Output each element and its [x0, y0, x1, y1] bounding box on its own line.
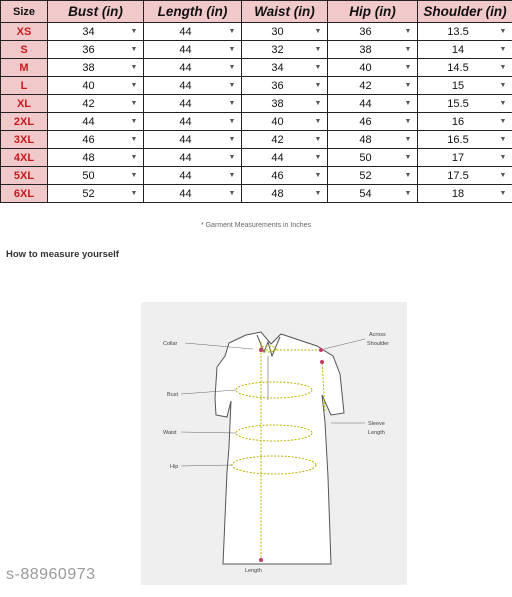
measurement-cell[interactable]	[328, 41, 418, 59]
table-body	[1, 23, 512, 203]
measurement-cell[interactable]	[328, 77, 418, 95]
dropdown-arrow-icon[interactable]: ▼	[314, 82, 322, 89]
measurement-cell[interactable]	[48, 77, 144, 95]
measurement-cell[interactable]	[144, 185, 242, 203]
dropdown-arrow-icon[interactable]: ▼	[228, 46, 236, 53]
dropdown-arrow-icon[interactable]: ▼	[404, 46, 412, 53]
measurement-cell[interactable]	[242, 185, 328, 203]
measurement-cell[interactable]	[418, 185, 512, 203]
label-collar: Collar	[163, 341, 178, 347]
measurement-value: 13.5	[447, 25, 469, 38]
dropdown-arrow-icon[interactable]: ▼	[499, 100, 507, 107]
measurement-value: 40	[271, 115, 284, 128]
measurement-cell[interactable]	[242, 113, 328, 131]
table-row	[1, 167, 512, 185]
dropdown-arrow-icon[interactable]: ▼	[314, 190, 322, 197]
dropdown-arrow-icon[interactable]: ▼	[228, 136, 236, 143]
measurement-value: 44	[82, 115, 95, 128]
measurement-cell[interactable]	[328, 23, 418, 41]
size-label: 5XL	[1, 167, 48, 185]
dropdown-arrow-icon[interactable]: ▼	[130, 46, 138, 53]
table-row	[1, 131, 512, 149]
measurement-value: 52	[82, 187, 95, 200]
measurement-cell[interactable]	[328, 95, 418, 113]
label-waist: Waist	[163, 430, 177, 436]
measurement-value: 38	[359, 43, 372, 56]
measurement-value: 50	[359, 151, 372, 164]
measurement-value: 42	[82, 97, 95, 110]
measurement-value: 14	[451, 43, 465, 56]
dropdown-arrow-icon[interactable]: ▼	[228, 190, 236, 197]
measurement-cell[interactable]	[144, 113, 242, 131]
measurement-value: 42	[359, 79, 372, 92]
dropdown-arrow-icon[interactable]: ▼	[404, 64, 412, 71]
measurement-value: 17.5	[447, 169, 469, 182]
dropdown-arrow-icon[interactable]: ▼	[314, 118, 322, 125]
dropdown-arrow-icon[interactable]: ▼	[228, 154, 236, 161]
measurement-value: 40	[359, 61, 372, 74]
label-bust: Bust	[167, 392, 179, 398]
size-label: 4XL	[1, 149, 48, 167]
dress-outline	[215, 332, 344, 564]
dropdown-arrow-icon[interactable]: ▼	[130, 82, 138, 89]
measurement-value: 48	[359, 133, 372, 146]
column-header: Shoulder (in)	[418, 1, 512, 23]
measurement-value: 46	[82, 133, 95, 146]
dropdown-arrow-icon[interactable]: ▼	[314, 46, 322, 53]
footnote: * Garment Measurements in Inches	[200, 222, 312, 229]
dropdown-arrow-icon[interactable]: ▼	[404, 118, 412, 125]
dropdown-arrow-icon[interactable]: ▼	[499, 136, 507, 143]
measurement-value: 32	[271, 43, 284, 56]
column-header: Waist (in)	[242, 1, 328, 23]
measurement-value: 15.5	[447, 97, 469, 110]
measurement-value: 36	[271, 79, 284, 92]
dropdown-arrow-icon[interactable]: ▼	[228, 172, 236, 179]
dropdown-arrow-icon[interactable]: ▼	[499, 82, 507, 89]
measurement-cell[interactable]	[242, 95, 328, 113]
measurement-value: 18	[451, 187, 465, 200]
measurement-value: 36	[359, 25, 372, 38]
label-across: Across	[369, 332, 386, 338]
measurement-cell[interactable]	[48, 131, 144, 149]
dropdown-arrow-icon[interactable]: ▼	[130, 172, 138, 179]
measurement-cell[interactable]	[418, 149, 512, 167]
measurement-cell[interactable]	[242, 23, 328, 41]
dropdown-arrow-icon[interactable]: ▼	[228, 100, 236, 107]
size-label: L	[1, 77, 48, 95]
measurement-value: 44	[179, 97, 192, 110]
measurement-value: 44	[179, 187, 192, 200]
dropdown-arrow-icon[interactable]: ▼	[404, 172, 412, 179]
column-header: Length (in)	[144, 1, 242, 23]
measurement-cell[interactable]	[418, 59, 512, 77]
dropdown-arrow-icon[interactable]: ▼	[314, 64, 322, 71]
measurement-cell[interactable]	[328, 113, 418, 131]
measurement-cell[interactable]	[48, 149, 144, 167]
dropdown-arrow-icon[interactable]: ▼	[130, 154, 138, 161]
column-header-size: Size	[1, 1, 48, 23]
label-shoulder: Shoulder	[367, 341, 390, 347]
measurement-cell[interactable]	[328, 149, 418, 167]
column-header: Hip (in)	[328, 1, 418, 23]
label-hip: Hip	[170, 464, 179, 470]
measurement-cell[interactable]	[144, 95, 242, 113]
measurement-value: 30	[271, 25, 284, 38]
table-row	[1, 77, 512, 95]
measurement-cell[interactable]	[242, 77, 328, 95]
dropdown-arrow-icon[interactable]: ▼	[228, 118, 236, 125]
measurement-value: 42	[271, 133, 284, 146]
label-length: Length	[245, 568, 262, 574]
dropdown-arrow-icon[interactable]: ▼	[404, 100, 412, 107]
dropdown-arrow-icon[interactable]: ▼	[228, 28, 236, 35]
measurement-value: 40	[82, 79, 95, 92]
dropdown-arrow-icon[interactable]: ▼	[314, 136, 322, 143]
dropdown-arrow-icon[interactable]: ▼	[499, 190, 507, 197]
measurement-value: 44	[359, 97, 372, 110]
measurement-cell[interactable]	[242, 41, 328, 59]
size-label: 3XL	[1, 131, 48, 149]
measurement-value: 44	[179, 115, 192, 128]
table-row	[1, 95, 512, 113]
measurement-value: 48	[271, 187, 284, 200]
measurement-diagram	[141, 302, 407, 585]
measurement-value: 34	[271, 61, 284, 74]
measurement-value: 44	[179, 61, 192, 74]
measurement-value: 46	[271, 169, 284, 182]
dropdown-arrow-icon[interactable]: ▼	[404, 136, 412, 143]
measurement-cell[interactable]	[144, 77, 242, 95]
table-row	[1, 41, 512, 59]
dropdown-arrow-icon[interactable]: ▼	[314, 154, 322, 161]
size-label: 2XL	[1, 113, 48, 131]
measurement-value: 44	[179, 151, 192, 164]
measurement-cell[interactable]	[242, 167, 328, 185]
measurement-value: 34	[82, 25, 95, 38]
measurement-cell[interactable]	[48, 41, 144, 59]
measurement-value: 46	[359, 115, 372, 128]
dropdown-arrow-icon[interactable]: ▼	[314, 28, 322, 35]
table-row	[1, 185, 512, 203]
measurement-cell[interactable]	[418, 131, 512, 149]
dropdown-arrow-icon[interactable]: ▼	[499, 118, 507, 125]
measurement-value: 15	[451, 79, 465, 92]
measurement-value: 16	[451, 115, 465, 128]
dropdown-arrow-icon[interactable]: ▼	[499, 154, 507, 161]
measurement-cell[interactable]	[418, 113, 512, 131]
size-label: S	[1, 41, 48, 59]
table-row	[1, 59, 512, 77]
measurement-value: 14.5	[447, 61, 469, 74]
measurement-cell[interactable]	[144, 131, 242, 149]
measurement-value: 38	[271, 97, 284, 110]
how-to-measure-title: How to measure yourself	[6, 249, 119, 260]
measurement-value: 54	[359, 187, 372, 200]
size-chart-table	[0, 0, 512, 203]
measurement-value: 44	[179, 25, 192, 38]
dropdown-arrow-icon[interactable]: ▼	[130, 136, 138, 143]
measurement-value: 17	[451, 151, 465, 164]
measurement-cell[interactable]	[418, 95, 512, 113]
measurement-cell[interactable]	[48, 59, 144, 77]
measurement-cell[interactable]	[144, 167, 242, 185]
measurement-cell[interactable]	[418, 23, 512, 41]
measurement-cell[interactable]	[418, 167, 512, 185]
measurement-value: 52	[359, 169, 372, 182]
table-row	[1, 149, 512, 167]
measurement-value: 44	[179, 169, 192, 182]
measurement-value: 36	[82, 43, 95, 56]
measurement-cell[interactable]	[144, 149, 242, 167]
dropdown-arrow-icon[interactable]: ▼	[314, 172, 322, 179]
dropdown-arrow-icon[interactable]: ▼	[404, 28, 412, 35]
size-label: XL	[1, 95, 48, 113]
measurement-cell[interactable]	[48, 113, 144, 131]
measurement-cell[interactable]	[328, 131, 418, 149]
dropdown-arrow-icon[interactable]: ▼	[130, 64, 138, 71]
measurement-cell[interactable]	[242, 149, 328, 167]
dropdown-arrow-icon[interactable]: ▼	[130, 100, 138, 107]
dropdown-arrow-icon[interactable]: ▼	[314, 100, 322, 107]
watermark: s-88960973	[6, 566, 96, 583]
measurement-cell[interactable]	[48, 23, 144, 41]
measurement-value: 44	[179, 43, 192, 56]
label-sleeve: Sleeve	[368, 421, 385, 427]
measurement-value: 50	[82, 169, 95, 182]
measurement-cell[interactable]	[418, 41, 512, 59]
column-header: Bust (in)	[48, 1, 144, 23]
measurement-value: 44	[271, 151, 284, 164]
measurement-value: 44	[179, 133, 192, 146]
measurement-cell[interactable]	[48, 167, 144, 185]
measurement-cell[interactable]	[242, 59, 328, 77]
size-label: M	[1, 59, 48, 77]
measurement-cell[interactable]	[144, 23, 242, 41]
measurement-cell[interactable]	[144, 59, 242, 77]
measurement-cell[interactable]	[328, 59, 418, 77]
dropdown-arrow-icon[interactable]: ▼	[130, 118, 138, 125]
dropdown-arrow-icon[interactable]: ▼	[404, 154, 412, 161]
measurement-value: 16.5	[447, 133, 469, 146]
size-label: 6XL	[1, 185, 48, 203]
dropdown-arrow-icon[interactable]: ▼	[130, 190, 138, 197]
dropdown-arrow-icon[interactable]: ▼	[228, 82, 236, 89]
dropdown-arrow-icon[interactable]: ▼	[499, 64, 507, 71]
table-row	[1, 23, 512, 41]
measurement-cell[interactable]	[328, 167, 418, 185]
table-row	[1, 113, 512, 131]
measurement-cell[interactable]	[242, 131, 328, 149]
dropdown-arrow-icon[interactable]: ▼	[404, 190, 412, 197]
dress-illustration	[141, 302, 407, 585]
size-label: XS	[1, 23, 48, 41]
measurement-value: 44	[179, 79, 192, 92]
measurement-cell[interactable]	[48, 95, 144, 113]
measurement-cell[interactable]	[48, 185, 144, 203]
measurement-value: 38	[82, 61, 95, 74]
dropdown-arrow-icon[interactable]: ▼	[228, 64, 236, 71]
measurement-cell[interactable]	[144, 41, 242, 59]
measurement-cell[interactable]	[328, 185, 418, 203]
dropdown-arrow-icon[interactable]: ▼	[499, 28, 507, 35]
label-sleeve-length: Length	[368, 430, 385, 436]
dropdown-arrow-icon[interactable]: ▼	[499, 172, 507, 179]
measurement-cell[interactable]	[418, 77, 512, 95]
dropdown-arrow-icon[interactable]: ▼	[130, 28, 138, 35]
table-header-row	[1, 1, 512, 23]
measurement-value: 48	[82, 151, 95, 164]
dropdown-arrow-icon[interactable]: ▼	[499, 46, 507, 53]
dropdown-arrow-icon[interactable]: ▼	[404, 82, 412, 89]
